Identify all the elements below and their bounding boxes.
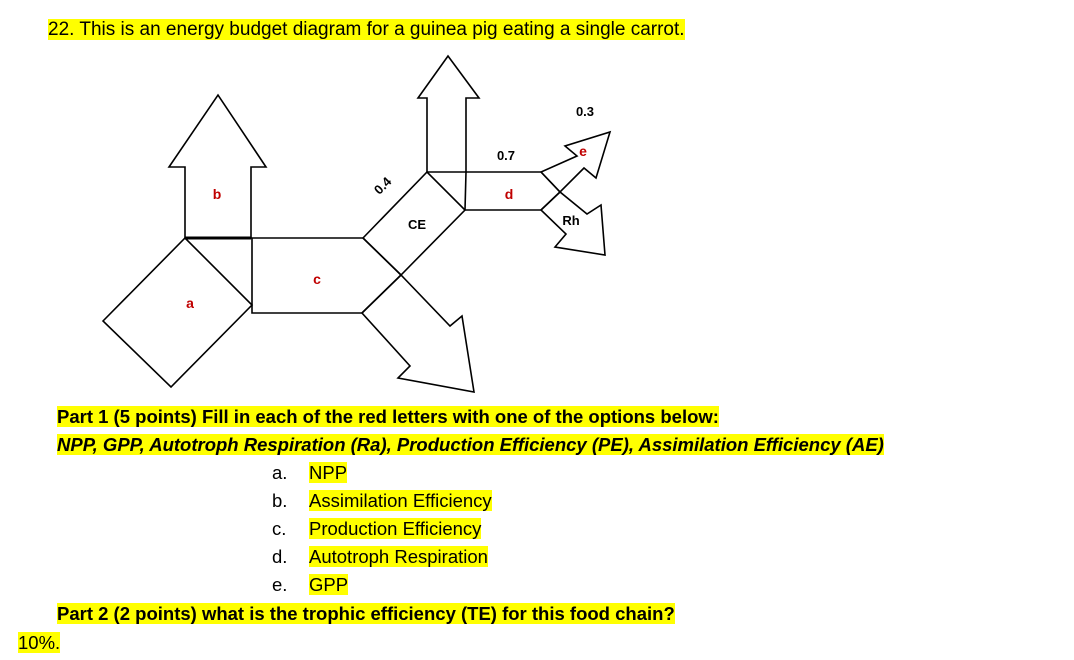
answer-letter: c. — [272, 518, 287, 539]
arrow-b — [169, 95, 266, 238]
answer-letter: e. — [272, 574, 288, 595]
answer-a — [272, 461, 347, 485]
label-a: a — [186, 295, 194, 311]
part2-title-text: Part 2 (2 points) what is the trophic efficiency (TE) for this food chain? — [57, 603, 675, 624]
answer-letter: b. — [272, 490, 288, 511]
answer-d — [272, 545, 488, 569]
part2-answer-text: 10%. — [18, 632, 61, 653]
question-title-text: 22. This is an energy budget diagram for a guinea pig eating a single carrot. — [48, 19, 685, 40]
label-c: c — [313, 271, 321, 287]
arrow-up-top — [418, 56, 479, 172]
label-b: b — [212, 186, 222, 202]
label-rh: Rh — [562, 213, 580, 228]
label-d: d — [504, 186, 514, 202]
arrow-e — [541, 132, 610, 192]
label-e: e — [579, 143, 587, 159]
answer-c — [272, 517, 481, 541]
label-ce: CE — [407, 217, 427, 232]
answer-letter: d. — [272, 546, 288, 567]
value-0-4: 0.4 — [370, 173, 395, 198]
block-c — [252, 238, 401, 313]
answer-text: Production Efficiency — [309, 518, 482, 539]
part1-title-text: Part 1 (5 points) Fill in each of the red letters with one of the options below: — [57, 406, 719, 427]
answer-letter: a. — [272, 462, 288, 483]
part1-title — [57, 405, 719, 429]
value-0-3: 0.3 — [575, 104, 595, 119]
value-0-7: 0.7 — [496, 148, 516, 163]
answer-e — [272, 573, 348, 597]
part1-options-text: NPP, GPP, Autotroph Respiration (Ra), Production Efficiency (PE), Assimilation Efficiency (AE) — [57, 434, 884, 455]
block-a — [103, 238, 252, 387]
answer-text: NPP — [309, 462, 348, 483]
answer-text: Autotroph Respiration — [309, 546, 488, 567]
answer-b — [272, 489, 492, 513]
arrow-down-right — [362, 275, 474, 392]
part2-answer — [18, 631, 60, 655]
part2-title — [57, 602, 675, 626]
answer-text: GPP — [309, 574, 349, 595]
answer-text: Assimilation Efficiency — [309, 490, 492, 511]
part1-options — [57, 433, 884, 457]
